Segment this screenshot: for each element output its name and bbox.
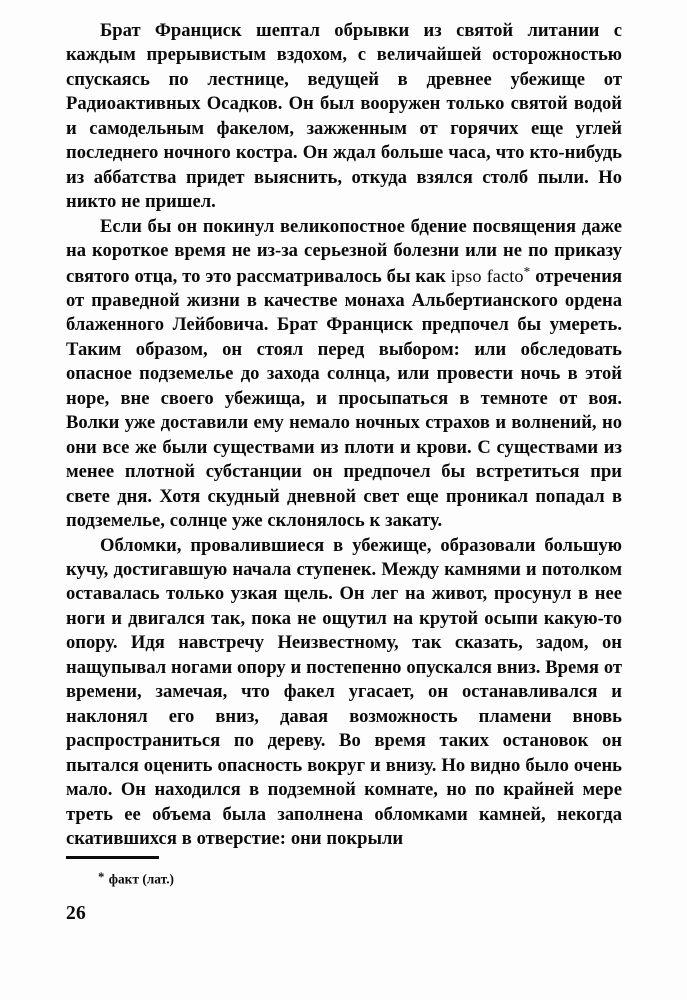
page-text-block	[66, 19, 622, 851]
paragraph-2-part-2: отречения от праведной жизни в качестве монаха Альбертианского ордена блаженного Лейбовича. Брат Франциск предпочел бы умереть. Таким образом, он стоял перед выбором: или обследовать опасное подземелье до захода солнца, или провести ночь в этой норе, вне своего убежища, и просыпаться в темноте от воя. Волки уже доставили ему немало ночных страхов и волнений, но они все же были существами из плоти и крови. С существами из менее плотной субстанции он предпочел бы встретиться при свете дня. Хотя скудный дневной свет еще проникал попадал в подземелье, солнце уже склонялось к закату.	[66, 265, 623, 532]
latin-phrase-text: ipso facto	[450, 265, 524, 286]
footnote-area	[66, 856, 622, 887]
paragraph-1: Брат Франциск шептал обрывки из святой литании с каждым прерывистым вздохом, с величайшей осторожностью спускаясь по лестнице, ведущей в древнее убежище от Радиоактивных Осадков. Он был вооружен только святой водой и самодельным факелом, зажженным от горячих еще углей последнего ночного костра. Он ждал больше часа, что кто-нибудь из аббатства придет выяснить, откуда взялся столб пыли. Но никто не пришел.	[66, 20, 622, 213]
footnote-separator-rule	[66, 856, 159, 859]
footnote-reference-marker: *	[523, 263, 531, 279]
latin-phrase-ipso-facto	[450, 263, 531, 286]
page-number: 26	[66, 903, 87, 924]
footnote-label: факт (лат.)	[108, 871, 175, 887]
paragraph-2-part-1: Если бы он покинул великопостное бдение посвящения даже на короткое время не из-за серьезной болезни или не по приказу святого отца, то это рассматривалось бы как	[66, 215, 622, 287]
footnote-marker: *	[98, 870, 105, 884]
paragraph-2	[66, 215, 622, 534]
paragraph-3: Обломки, провалившиеся в убежище, образовали большую кучу, достигавшую начала ступенек. Между камнями и потолком оставалась только узкая щель. Он лег на живот, просунул в нее ноги и двигался так, пока не ощутил на крутой осыпи какую-то опору. Идя навстречу Неизвестному, так сказать, задом, он нащупывал ногами опору и постепенно опускался вниз. Время от времени, замечая, что факел угасает, он останавливался и наклонял его вниз, давая возможность пламени вновь распространиться по дереву. Во время таких остановок он пытался оценить опасность вокруг и внизу. Но видно было очень мало. Он находился в подземной комнате, но по крайней мере треть ее объема была заполнена обломками камней, некогда скатившихся в отверстие: они покрыли	[66, 534, 622, 849]
footnote-entry	[66, 869, 622, 887]
